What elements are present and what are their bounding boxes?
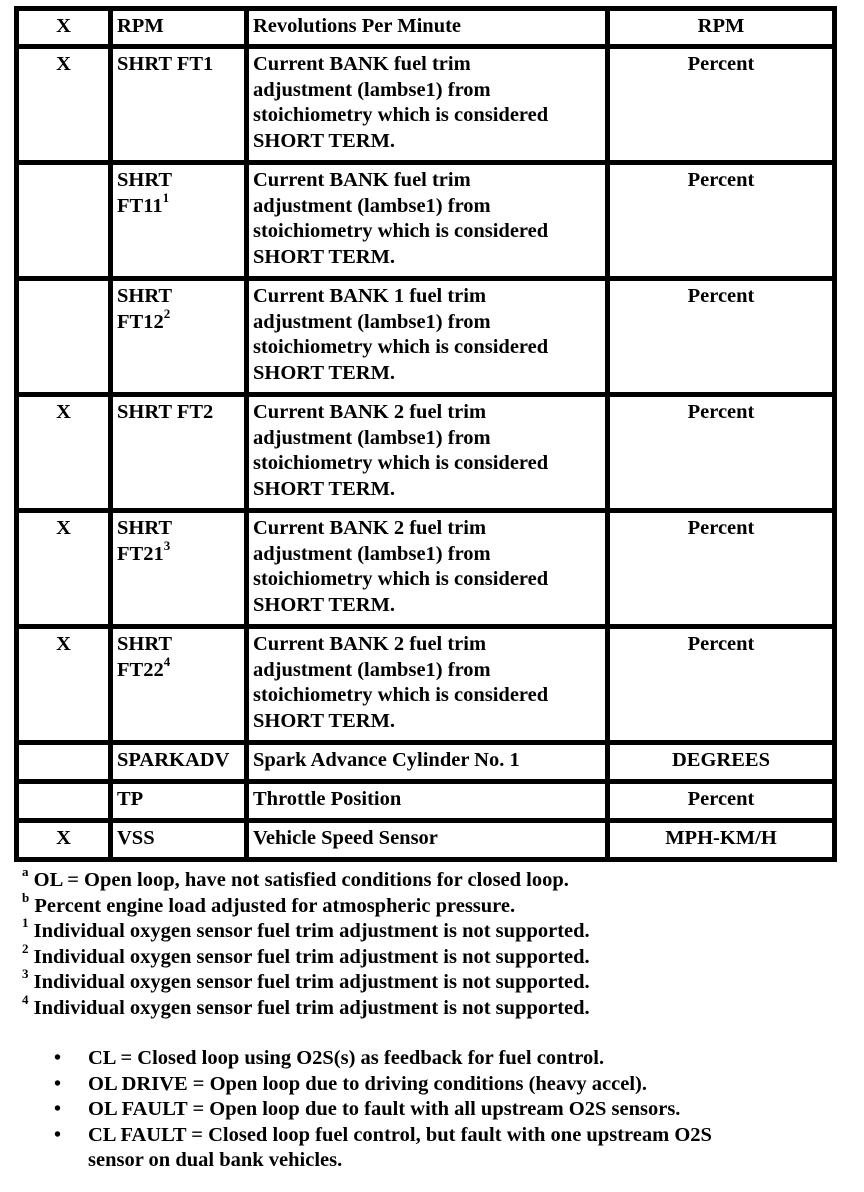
support-cell: X [17, 9, 111, 47]
list-item: • OL DRIVE = Open loop due to driving conditions (heavy accel). [54, 1072, 794, 1098]
description-line: SHORT TERM. [253, 129, 396, 152]
support-cell [17, 163, 111, 279]
description-line: adjustment (lambse1) from [253, 310, 491, 333]
pid-line: $FT12^2$ [117, 305, 171, 333]
pid-cell: SPARKADV [111, 743, 247, 782]
footnote-mark: 4 [22, 991, 29, 1007]
support-cell [17, 743, 111, 782]
description-line: SHORT TERM. [253, 593, 396, 616]
units-cell: RPM [608, 9, 835, 47]
footnote-mark: a [22, 864, 29, 880]
footnote [22, 889, 590, 920]
table-row [17, 627, 835, 743]
pid-cell: TP [111, 782, 247, 821]
description-cell [247, 47, 608, 163]
footnote-ref: 4 [163, 653, 171, 669]
table-row [17, 9, 835, 47]
footnote-mark: b [22, 889, 30, 905]
bullet-icon: • [54, 1047, 62, 1069]
units-cell: Percent [608, 627, 835, 743]
description-line: Current BANK 2 fuel trim [253, 517, 487, 539]
support-cell [17, 279, 111, 395]
support-cell [17, 782, 111, 821]
units-cell: Percent [608, 279, 835, 395]
description-cell [247, 279, 608, 395]
description-line: stoichiometry which is considered [253, 452, 549, 474]
description-cell [247, 511, 608, 627]
footnote [22, 940, 590, 971]
description-line: SHORT TERM. [253, 709, 396, 732]
units-cell: MPH-KM/H [608, 821, 835, 860]
pid-cell: SHRT FT2 [111, 395, 247, 511]
description-line: Current BANK 2 fuel trim [253, 401, 487, 423]
footnote-ref: 2 [163, 305, 171, 321]
pid-table [14, 6, 837, 862]
description-line: stoichiometry which is considered [253, 220, 549, 242]
footnote [22, 864, 590, 894]
footnote [22, 915, 590, 945]
description-line: adjustment (lambse1) from [253, 426, 491, 449]
units-cell: Percent [608, 511, 835, 627]
table-row [17, 395, 835, 511]
table-row [17, 782, 835, 821]
pid-cell [111, 163, 247, 279]
description-line: SHORT TERM. [253, 477, 396, 500]
description-cell [247, 163, 608, 279]
pid-cell: SHRT FT1 [111, 47, 247, 163]
pid-cell [111, 511, 247, 627]
units-cell: Percent [608, 782, 835, 821]
pid-line: $FT22^4$ [117, 653, 171, 681]
list-item: • CL = Closed loop using O2S(s) as feedback for fuel control. [54, 1046, 794, 1072]
loop-status-notes [54, 1046, 794, 1174]
pid-line: SHRT [117, 633, 173, 655]
description-line: adjustment (lambse1) from [253, 78, 491, 101]
description-cell: Spark Advance Cylinder No. 1 [247, 743, 608, 782]
pid-cell [111, 279, 247, 395]
footnote-text: Individual oxygen sensor fuel trim adjustment is not supported. [33, 920, 590, 942]
support-cell: X [17, 627, 111, 743]
footnote-text: Percent engine load adjusted for atmospheric pressure. [34, 894, 516, 917]
table-row [17, 47, 835, 163]
footnote-mark: 2 [22, 940, 29, 956]
description-cell: Revolutions Per Minute [247, 9, 608, 47]
bullet-icon: • [54, 1072, 62, 1095]
footnote-ref: 3 [163, 537, 171, 553]
description-line: stoichiometry which is considered [253, 684, 549, 706]
footnote-text: OL = Open loop, have not satisfied conditions for closed loop. [33, 869, 569, 891]
units-cell: Percent [608, 47, 835, 163]
description-line: stoichiometry which is considered [253, 104, 549, 126]
description-line: Current BANK 2 fuel trim [253, 633, 487, 655]
pid-line: SHRT [117, 285, 173, 307]
description-line: stoichiometry which is considered [253, 336, 549, 358]
pid-cell: RPM [111, 9, 247, 47]
units-cell: DEGREES [608, 743, 835, 782]
support-cell: X [17, 821, 111, 860]
table-row [17, 279, 835, 395]
description-line: stoichiometry which is considered [253, 568, 549, 590]
pid-line: $FT21^3$ [117, 537, 171, 565]
description-line: Current BANK fuel trim [253, 53, 471, 75]
pid-line: SHRT [117, 517, 173, 539]
footnote-mark: 3 [22, 966, 29, 982]
footnote [22, 966, 590, 996]
footnote-text: Individual oxygen sensor fuel trim adjustment is not supported. [33, 945, 590, 968]
description-cell: Vehicle Speed Sensor [247, 821, 608, 860]
description-line: adjustment (lambse1) from [253, 658, 491, 681]
description-line: SHORT TERM. [253, 361, 396, 384]
footnotes [22, 864, 590, 1021]
table-row [17, 743, 835, 782]
description-line: Current BANK fuel trim [253, 169, 471, 191]
pid-line: $FT11^1$ [117, 189, 170, 217]
footnote-text: Individual oxygen sensor fuel trim adjustment is not supported. [33, 971, 590, 993]
list-item: • CL FAULT = Closed loop fuel control, but fault with one upstream O2S sensor on dual bank vehicles. [54, 1123, 712, 1171]
footnote-mark: 1 [22, 915, 29, 931]
support-cell: X [17, 47, 111, 163]
description-line: adjustment (lambse1) from [253, 194, 491, 217]
table-row [17, 511, 835, 627]
description-line: adjustment (lambse1) from [253, 542, 491, 565]
bullet-icon: • [54, 1098, 62, 1120]
units-cell: Percent [608, 395, 835, 511]
support-cell: X [17, 511, 111, 627]
footnote [22, 991, 590, 1022]
footnote-ref: 1 [162, 189, 170, 205]
description-line: Current BANK 1 fuel trim [253, 285, 487, 307]
list-item: • OL FAULT = Open loop due to fault with all upstream O2S sensors. [54, 1097, 794, 1123]
description-cell: Throttle Position [247, 782, 608, 821]
pid-line: SHRT [117, 169, 173, 191]
description-cell [247, 395, 608, 511]
bullet-icon: • [54, 1123, 62, 1146]
units-cell: Percent [608, 163, 835, 279]
table-row [17, 163, 835, 279]
pid-cell: VSS [111, 821, 247, 860]
description-cell [247, 627, 608, 743]
table-row [17, 821, 835, 860]
support-cell: X [17, 395, 111, 511]
footnote-text: Individual oxygen sensor fuel trim adjustment is not supported. [33, 996, 590, 1019]
pid-cell [111, 627, 247, 743]
description-line: SHORT TERM. [253, 245, 396, 268]
